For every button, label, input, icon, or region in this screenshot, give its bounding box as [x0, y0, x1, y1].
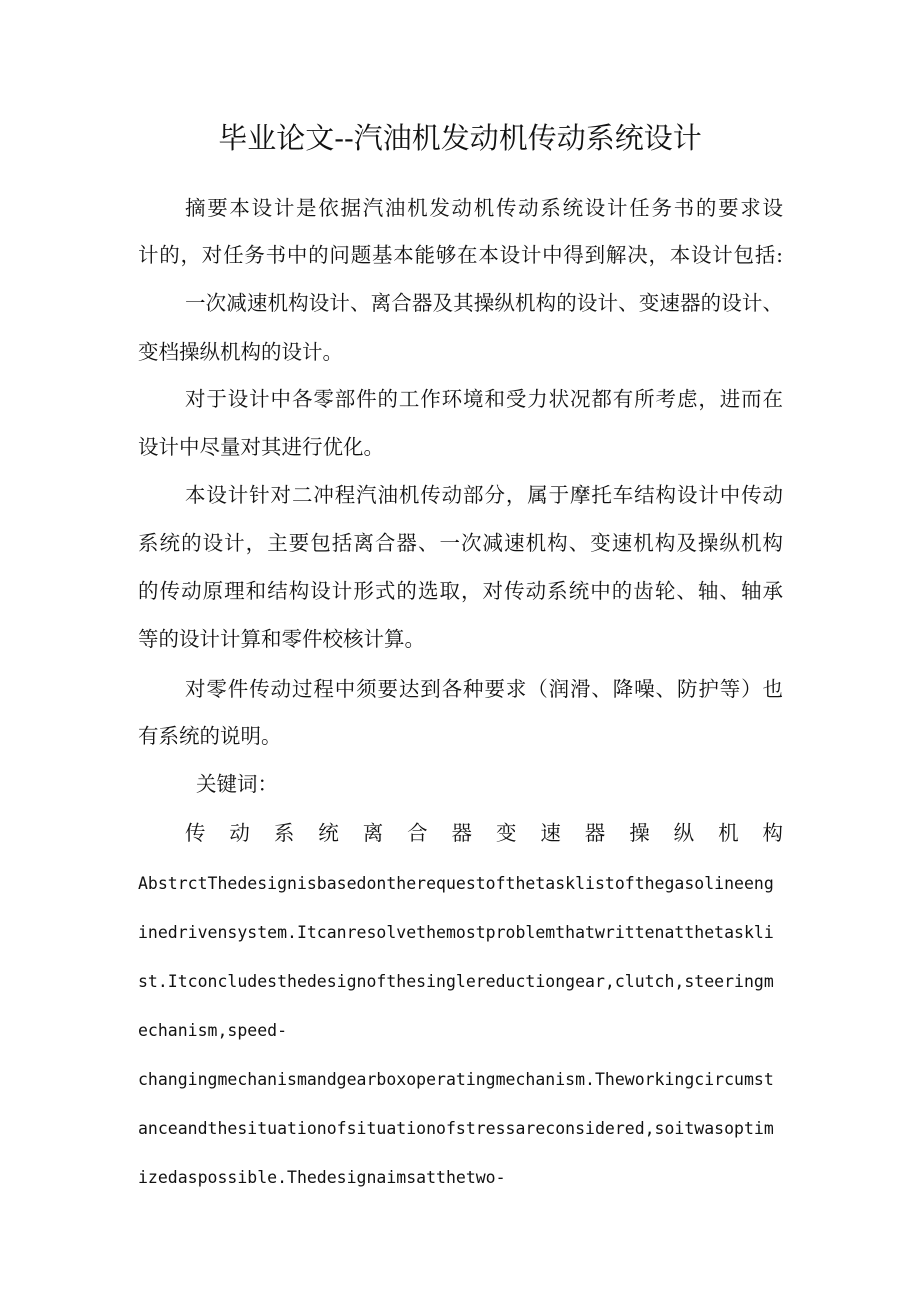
abstract-en-line4: echanism,speed- [138, 1021, 288, 1040]
document-title: 毕业论文--汽油机发动机传动系统设计 [218, 121, 702, 155]
abstract-cn-p5-line1: 对零件传动过程中须要达到各种要求（润滑、降噪、防护等）也 [185, 677, 783, 701]
abstract-cn-p2-line1: 一次减速机构设计、离合器及其操纵机构的设计、变速器的设计、 [185, 291, 783, 315]
abstract-en-line7: izedaspossible.Thedesignaimsatthetwo- [138, 1168, 506, 1187]
abstract-en-line6: anceandthesituationofsituationofstressareconsidered,soitwasoptim [138, 1119, 774, 1138]
abstract-en-line1: AbstrctThedesignisbasedontherequestofthetasklistofthegasolineeng [138, 874, 774, 893]
abstract-cn-p4-line4: 等的设计计算和零件校核计算。 [138, 627, 425, 651]
keywords-terms-text: 传 动 系 统 离 合 器 变 速 器 操 纵 机 构 [185, 821, 783, 845]
abstract-cn-p2-line2: 变档操纵机构的设计。 [138, 340, 343, 364]
abstract-en-line2: inedrivensystem.Itcanresolvethemostproblemthatwrittenatthetaskli [138, 923, 774, 942]
abstract-cn-p4-line1: 本设计针对二冲程汽油机传动部分，属于摩托车结构设计中传动 [185, 483, 783, 507]
abstract-cn-p4-line3: 的传动原理和结构设计形式的选取，对传动系统中的齿轮、轴、轴承 [138, 579, 783, 603]
abstract-cn-p3-line1: 对于设计中各零部件的工作环境和受力状况都有所考虑，进而在 [185, 387, 783, 411]
abstract-cn-p1-line2: 计的，对任务书中的问题基本能够在本设计中得到解决，本设计包括: [138, 243, 783, 267]
keywords-terms [185, 818, 783, 848]
abstract-en-line3: st.Itconcludesthedesignofthesinglereductiongear,clutch,steeringm [138, 972, 774, 991]
abstract-cn-p3-line2: 设计中尽量对其进行优化。 [138, 435, 384, 459]
abstract-cn-p1-line1: 摘要本设计是依据汽油机发动机传动系统设计任务书的要求设 [185, 196, 783, 220]
keywords-label: 关键词： [196, 772, 278, 796]
abstract-cn-p5-line2: 有系统的说明。 [138, 724, 282, 748]
abstract-en-line5: changingmechanismandgearboxoperatingmechanism.Theworkingcircumst [138, 1070, 774, 1089]
abstract-cn-p4-line2: 系统的设计，主要包括离合器、一次减速机构、变速机构及操纵机构 [138, 531, 783, 555]
